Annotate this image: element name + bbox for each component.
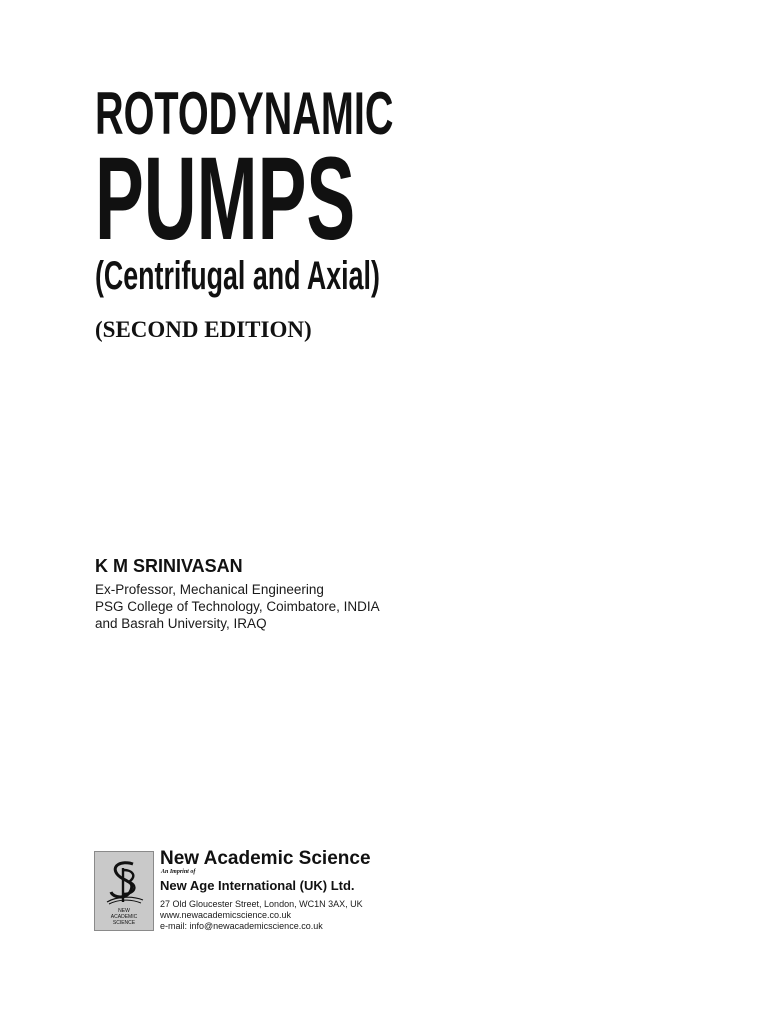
author-affiliation-line: Ex-Professor, Mechanical Engineering bbox=[95, 582, 324, 597]
publisher-address: 27 Old Gloucester Street, London, WC1N 3AX, UK bbox=[160, 899, 363, 909]
publisher-email: e-mail: info@newacademicscience.co.uk bbox=[160, 921, 323, 931]
publisher-logo bbox=[94, 851, 154, 931]
author-affiliation-line: and Basrah University, IRAQ bbox=[95, 616, 267, 631]
publisher-website: www.newacademicscience.co.uk bbox=[160, 910, 292, 920]
publisher-name: New Academic Science bbox=[160, 848, 371, 869]
title-line-pumps: PUMPS bbox=[95, 133, 356, 265]
publisher-imprint-note: An Imprint of bbox=[161, 869, 196, 875]
edition-label: (SECOND EDITION) bbox=[95, 317, 312, 342]
publisher-logo-caption bbox=[95, 908, 153, 926]
logo-caption-line: SCIENCE bbox=[112, 920, 136, 926]
publisher-logo-mark-icon bbox=[103, 858, 147, 908]
logo-caption-line: NEW bbox=[118, 908, 130, 914]
author-affiliation-line: PSG College of Technology, Coimbatore, INDIA bbox=[95, 599, 380, 614]
publisher-parent-company: New Age International (UK) Ltd. bbox=[160, 878, 355, 893]
author-name: K M SRINIVASAN bbox=[95, 556, 243, 576]
title-line-rotodynamic: ROTODYNAMIC bbox=[95, 80, 394, 147]
title-subtitle: (Centrifugal and Axial) bbox=[95, 254, 380, 298]
logo-caption-line: ACADEMIC bbox=[110, 914, 138, 920]
